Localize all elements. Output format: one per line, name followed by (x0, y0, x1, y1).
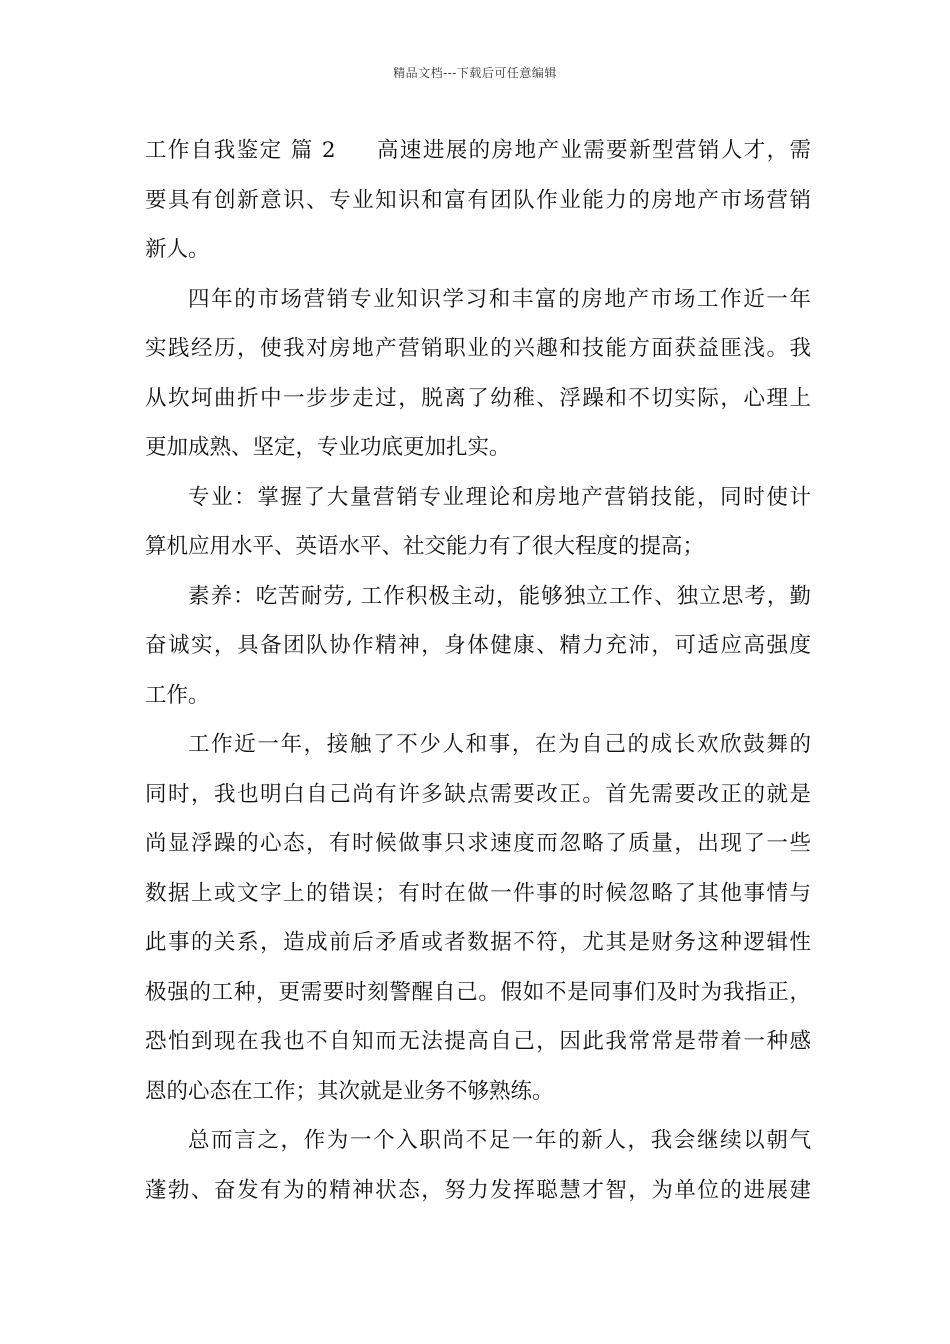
body-line: 更加成熟、坚定，专业功底更加扎实。 (145, 435, 511, 460)
line-text: 高速进展的房地产业需要新型营销人才，需 (375, 138, 811, 163)
body-line: 极强的工种，更需要时刻警醒自己。假如不是同事们及时为我指正， (145, 979, 811, 1005)
body-line: 总而言之，作为一个入职尚不足一年的新人，我会继续以朝气 (188, 1128, 811, 1153)
body-line: 实践经历，使我对房地产营销职业的兴趣和技能方面获益匪浅。我 (145, 336, 811, 361)
section-title: 工作自我鉴定 篇 2 (145, 138, 336, 163)
page-header: 精品文档---下载后可任意编辑 (393, 66, 557, 80)
body-line: 工作。 (145, 682, 210, 708)
body-line: 同时，我也明白自己尚有许多缺点需要改正。首先需要改正的就是 (145, 781, 811, 807)
body-line: 尚显浮躁的心态，有时候做事只求速度而忽略了质量，出现了一些 (145, 831, 811, 856)
body-line: 新人。 (145, 237, 210, 262)
body-line: 四年的市场营销专业知识学习和丰富的房地产市场工作近一年 (188, 286, 811, 312)
body-line: 算机应用水平、英语水平、社交能力有了很大程度的提高； (145, 534, 705, 559)
body-line: 恐怕到现在我也不自知而无法提高自己，因此我常常是带着一种感 (145, 1029, 811, 1054)
document-body (145, 126, 811, 1215)
body-line: 数据上或文字上的错误；有时在做一件事的时候忽略了其他事情与 (145, 880, 811, 906)
body-line: 蓬勃、奋发有为的精神状态，努力发挥聪慧才智，为单位的进展建 (145, 1177, 811, 1203)
body-line: 此事的关系，造成前后矛盾或者数据不符，尤其是财务这种逻辑性 (145, 930, 811, 955)
body-line: 专业：掌握了大量营销专业理论和房地产营销技能，同时使计 (188, 484, 811, 510)
body-line: 奋诚实，具备团队协作精神，身体健康、精力充沛，可适应高强度 (145, 633, 811, 658)
body-line: 素养：吃苦耐劳, 工作积极主动，能够独立工作、独立思考，勤 (188, 583, 811, 609)
body-line: 工作近一年，接触了不少人和事，在为自己的成长欢欣鼓舞的 (188, 732, 811, 757)
body-line: 从坎坷曲折中一步步走过，脱离了幼稚、浮躁和不切实际，心理上 (145, 385, 811, 411)
body-line (145, 126, 811, 176)
body-line: 要具有创新意识、专业知识和富有团队作业能力的房地产市场营销 (145, 187, 811, 213)
body-line: 恩的心态在工作；其次就是业务不够熟练。 (145, 1078, 554, 1104)
